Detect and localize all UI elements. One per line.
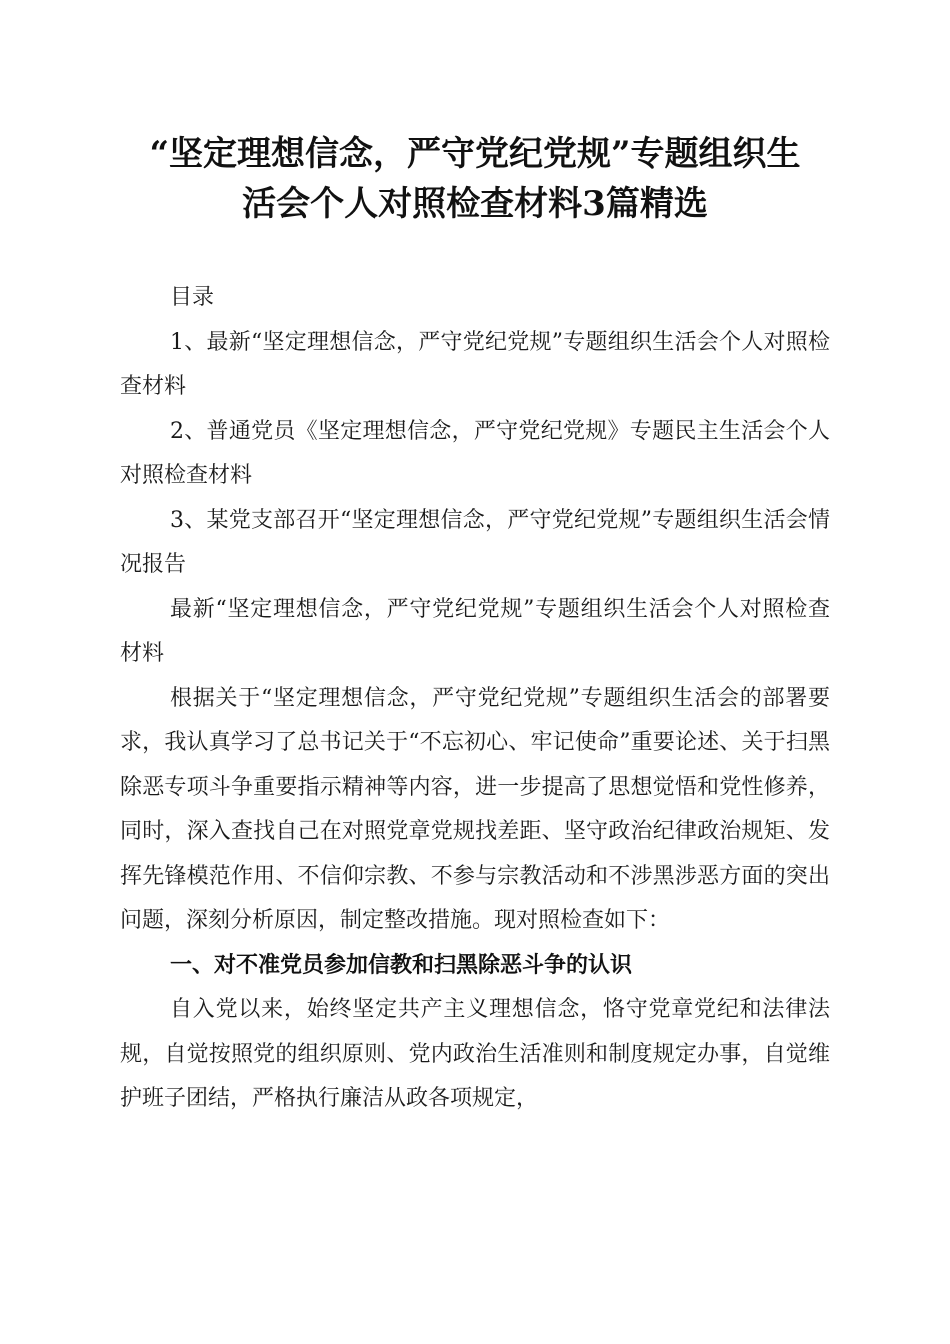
toc-item-3: 3、某党支部召开“坚定理想信念，严守党纪党规”专题组织生活会情况报告 [120,507,830,577]
toc-heading: 目录 [170,285,215,310]
document-title-line-2: 活会个人对照检查材料3篇精选 [242,184,708,224]
section-1-heading: 一、对不准党员参加信教和扫黑除恶斗争的认识 [170,952,633,978]
document-body [120,276,830,1122]
toc-item-2: 2、普通党员《坚定理想信念，严守党纪党规》专题民主生活会个人对照检查材料 [120,418,830,488]
article-title: 最新“坚定理想信念，严守党纪党规”专题组织生活会个人对照检查材料 [120,596,830,666]
section-1-paragraph: 自入党以来，始终坚定共产主义理想信念，恪守党章党纪和法律法规，自觉按照党的组织原则、党内政治生活准则和制度规定办事，自觉维护班子团结，严格执行廉洁从政各项规定， [120,997,830,1111]
intro-paragraph: 根据关于“坚定理想信念，严守党纪党规”专题组织生活会的部署要求，我认真学习了总书记关于“不忘初心、牢记使命”重要论述、关于扫黑除恶专项斗争重要指示精神等内容，进一步提高了思想觉悟和党性修养，同时，深入查找自己在对照党章党规找差距、坚守政治纪律政治规矩、发挥先锋模范作用、不信仰宗教、不参与宗教活动和不涉黑涉恶方面的突出问题，深刻分析原因，制定整改措施。现对照检查如下： [120,685,830,933]
document-title-line-1: “坚定理想信念，严守党纪党规”专题组织生 [149,134,801,174]
toc-item-1: 1、最新“坚定理想信念，严守党纪党规”专题组织生活会个人对照检查材料 [120,329,830,399]
document-title [0,129,950,229]
